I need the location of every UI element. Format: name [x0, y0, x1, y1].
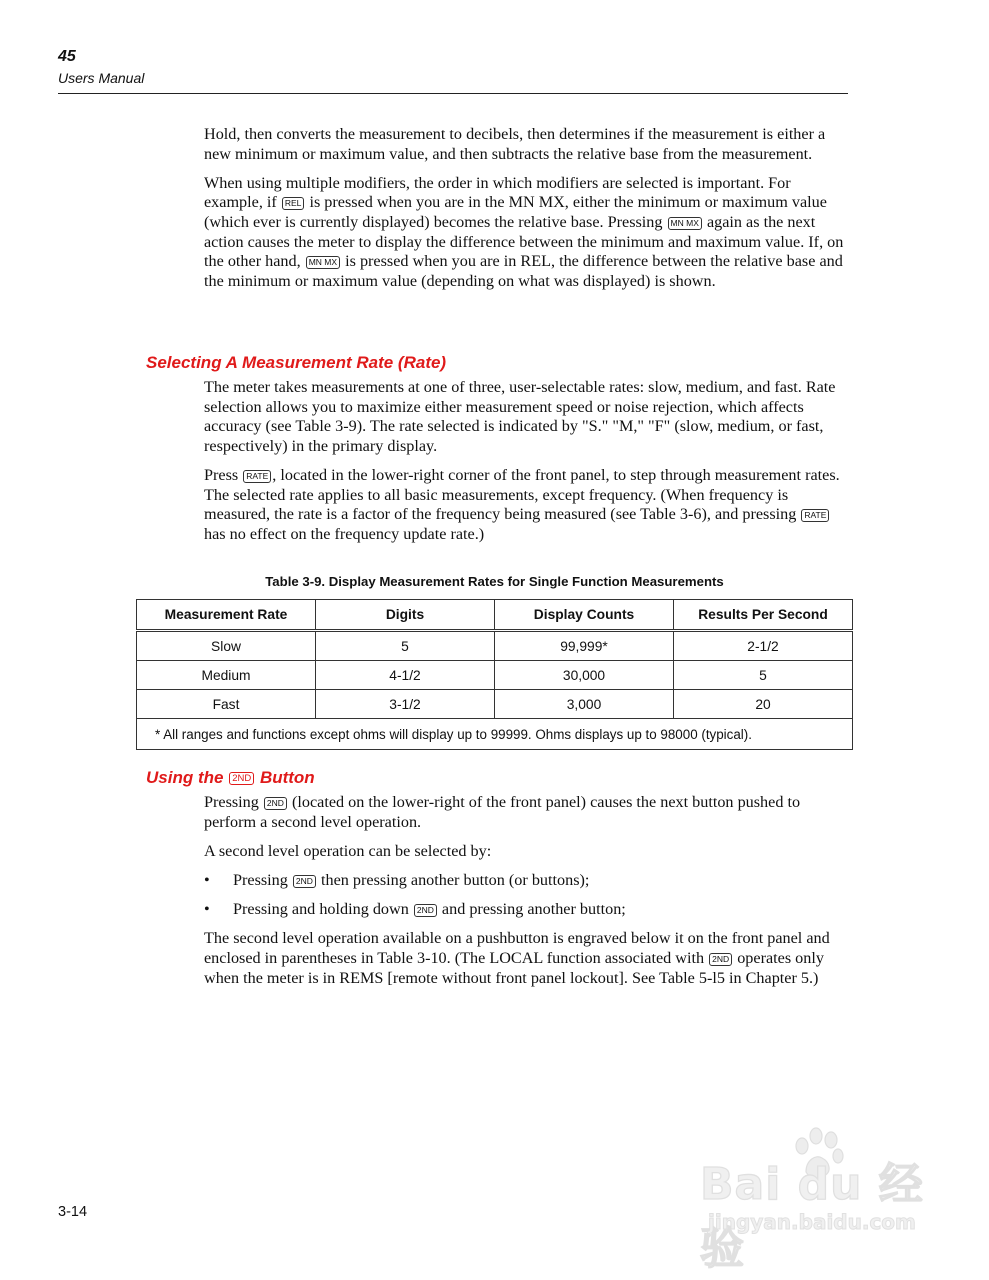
rate-key-icon: RATE [243, 470, 271, 483]
header-rule [58, 93, 848, 94]
table-cell: 3-1/2 [316, 690, 495, 719]
second-text [204, 793, 848, 998]
rel-key-icon: REL [282, 197, 305, 210]
intro-p2-part-a: When using multiple modifiers, the order in which modifiers are selected is important. For example, if [204, 173, 791, 212]
page-number: 45 [58, 48, 76, 65]
bullet-1-part-a: Pressing [233, 870, 288, 889]
col-header: Measurement Rate [137, 600, 316, 631]
rate-paragraph-1: The meter takes measurements at one of three, user-selectable rates: slow, medium, and fast. Rate selection allows you to maximize either measurement speed or noise rejection, which affects accuracy (see Table 3-9). The rate selected is indicated by "S." "M," "F" (slow, medium, or fast, respectively) in the primary display. [204, 378, 836, 455]
table-cell: 30,000 [495, 661, 674, 690]
second-key-icon: 2ND [229, 772, 254, 785]
table-cell: 2-1/2 [674, 631, 853, 661]
manual-title: Users Manual [58, 70, 145, 86]
table-cell: 3,000 [495, 690, 674, 719]
col-header: Display Counts [495, 600, 674, 631]
bullet-icon: • [204, 870, 210, 889]
mnmx-key-icon: MN MX [668, 217, 702, 230]
watermark-url: jingyan.baidu.com [708, 1210, 916, 1234]
rate-p2-part-a: Press [204, 465, 239, 484]
table-cell: Medium [137, 661, 316, 690]
table-cell: 20 [674, 690, 853, 719]
list-item [204, 900, 848, 920]
table-cell: Slow [137, 631, 316, 661]
watermark-brand: Bai du 经验 [700, 1159, 924, 1274]
heading-2nd-part-b: Button [259, 768, 315, 787]
intro-p2-part-c: again as the next action causes the meter to display the difference between the minimum and maximum value. If, on the other hand, [204, 212, 844, 271]
col-header: Results Per Second [674, 600, 853, 631]
table-row [137, 661, 853, 690]
second-key-icon: 2ND [709, 953, 732, 966]
rate-paragraph-2 [204, 466, 848, 544]
rates-table [136, 599, 853, 750]
col-header: Digits [316, 600, 495, 631]
second-paragraph-1 [204, 793, 848, 832]
bullet-2-part-b: and pressing another button; [441, 900, 626, 919]
heading-2nd-part-a: Using the [146, 768, 224, 787]
second-key-icon: 2ND [414, 904, 437, 917]
intro-text [204, 125, 848, 301]
intro-paragraph-2 [204, 174, 848, 292]
bullet-icon: • [204, 900, 210, 919]
second-p3-part-a: The second level operation available on a pushbutton is engraved below it on the front panel and enclosed in parentheses in Table 3-10. (The LOCAL function associated with [204, 929, 830, 967]
rate-text [204, 378, 848, 554]
table-caption: Table 3-9. Display Measurement Rates for Single Function Measurements [265, 574, 724, 589]
table-header-row [137, 600, 853, 631]
second-key-icon: 2ND [293, 875, 316, 888]
table-cell: 99,999* [495, 631, 674, 661]
second-p1-part-a: Pressing [204, 793, 259, 811]
intro-paragraph-1: Hold, then converts the measurement to decibels, then determines if the measurement is either a new minimum or maximum value, and then subtracts the relative base from the measurement. [204, 125, 826, 163]
second-level-list [204, 871, 848, 920]
table-cell: 5 [316, 631, 495, 661]
table-cell: 4-1/2 [316, 661, 495, 690]
intro-p2-part-b: is pressed when you are in the MN MX, either the minimum or maximum value (which ever is currently displayed) becomes the relative base. Pressing [204, 193, 827, 231]
intro-p2-part-d: is pressed when you are in REL, the difference between the relative base and the minimum or maximum value (depending on what was displayed) is shown. [204, 252, 843, 290]
list-item [204, 871, 848, 891]
second-key-icon: 2ND [264, 797, 287, 810]
mnmx-key-icon: MN MX [306, 256, 340, 269]
table-footnote-row [137, 719, 853, 750]
section-heading-2nd [146, 768, 315, 788]
table-row [137, 690, 853, 719]
section-heading-rate: Selecting A Measurement Rate (Rate) [146, 353, 447, 372]
second-paragraph-2: A second level operation can be selected by: [204, 841, 492, 860]
rate-p2-part-b: , located in the lower-right corner of the front panel, to step through measurement rates. The selected rate applies to all basic measurements, except frequency. (When frequency is measured, the rate is a factor of the frequency being measured (see Table 3-6), and pressing [204, 465, 840, 524]
rate-key-icon: RATE [801, 509, 829, 522]
watermark [700, 1130, 940, 1274]
table-cell: Fast [137, 690, 316, 719]
second-paragraph-3 [204, 929, 848, 988]
second-p1-part-b: (located on the lower-right of the front panel) causes the next button pushed to perform a second level operation. [204, 793, 801, 831]
second-p3-part-b: operates only when the meter is in REMS [remote without front panel lockout]. See Table 5-l5 in Chapter 5.) [204, 948, 824, 987]
bullet-2-part-a: Pressing and holding down [233, 900, 409, 919]
table-row [137, 631, 853, 661]
table-cell: 5 [674, 661, 853, 690]
table-footnote: * All ranges and functions except ohms will display up to 99999. Ohms displays up to 98000 (typical). [137, 719, 853, 750]
rate-p2-part-c: has no effect on the frequency update rate.) [204, 524, 485, 543]
bullet-1-part-b: then pressing another button (or buttons); [320, 870, 590, 889]
footer-page-ref: 3-14 [58, 1204, 88, 1220]
